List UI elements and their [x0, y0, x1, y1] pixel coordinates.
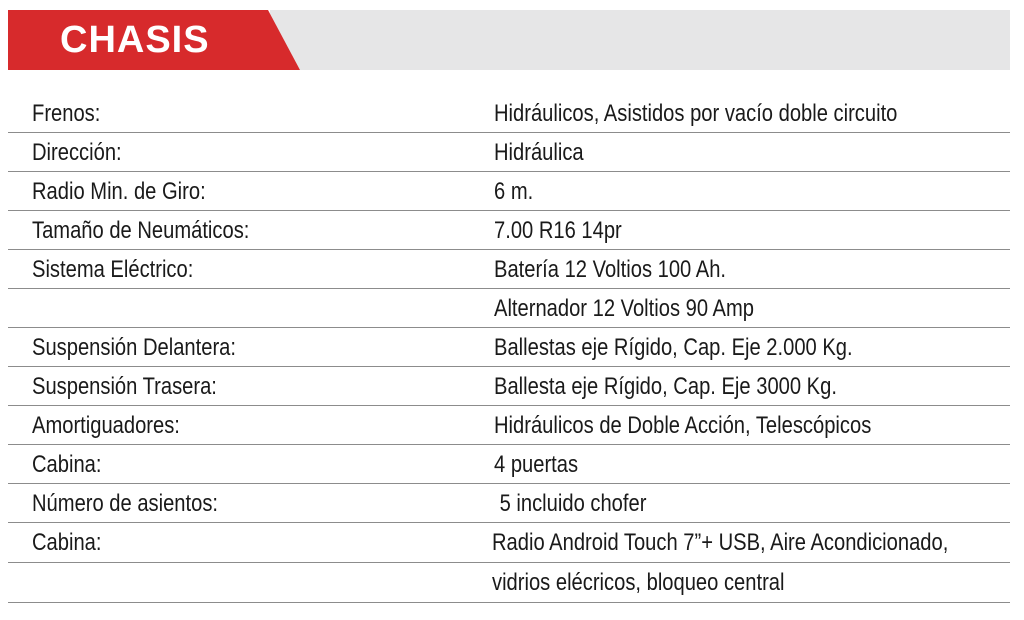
spec-table — [8, 94, 1010, 603]
spec-label: Número de asientos: — [32, 490, 219, 517]
spec-row-direccion — [8, 133, 1010, 172]
spec-row-amortiguadores — [8, 406, 1010, 445]
spec-label: Dirección: — [32, 139, 122, 166]
header-gray-bar — [270, 10, 1010, 70]
spec-row-radio-giro — [8, 172, 1010, 211]
spec-row-frenos — [8, 94, 1010, 133]
spec-value: Hidráulica — [494, 139, 584, 166]
section-header — [0, 10, 1010, 70]
spec-value: Batería 12 Voltios 100 Ah. — [494, 256, 727, 283]
spec-value-line: vidrios elécricos, bloqueo central — [492, 569, 785, 596]
spec-label: Amortiguadores: — [32, 412, 180, 439]
row-divider — [8, 562, 1010, 563]
spec-row-neumaticos — [8, 211, 1010, 250]
spec-value: 7.00 R16 14pr — [494, 217, 622, 244]
spec-label: Tamaño de Neumáticos: — [32, 217, 250, 244]
spec-value-line: Radio Android Touch 7”+ USB, Aire Acondicionado, — [492, 529, 949, 556]
spec-row-alternador — [8, 289, 1010, 328]
spec-value: Hidráulicos, Asistidos por vacío doble circuito — [494, 100, 898, 127]
spec-value: 4 puertas — [494, 451, 579, 478]
spec-label: Frenos: — [32, 100, 101, 127]
spec-value: Ballesta eje Rígido, Cap. Eje 3000 Kg. — [494, 373, 837, 400]
spec-row-cabina-equipamiento — [8, 523, 1010, 603]
spec-label: Suspensión Trasera: — [32, 373, 217, 400]
spec-value: 6 m. — [494, 178, 534, 205]
spec-label: Cabina: — [32, 451, 102, 478]
spec-value: Alternador 12 Voltios 90 Amp — [494, 295, 755, 322]
spec-value — [492, 527, 948, 607]
spec-label: Suspensión Delantera: — [32, 334, 236, 361]
spec-row-sistema-electrico — [8, 250, 1010, 289]
spec-row-asientos — [8, 484, 1010, 523]
spec-row-cabina — [8, 445, 1010, 484]
spec-label: Sistema Eléctrico: — [32, 256, 194, 283]
spec-row-suspension-delantera — [8, 328, 1010, 367]
spec-value: 5 incluido chofer — [494, 490, 647, 517]
section-title: CHASIS — [60, 19, 210, 61]
spec-label: Cabina: — [32, 529, 102, 556]
spec-value: Ballestas eje Rígido, Cap. Eje 2.000 Kg. — [494, 334, 853, 361]
spec-row-suspension-trasera — [8, 367, 1010, 406]
spec-label: Radio Min. de Giro: — [32, 178, 206, 205]
spec-value: Hidráulicos de Doble Acción, Telescópicos — [494, 412, 872, 439]
